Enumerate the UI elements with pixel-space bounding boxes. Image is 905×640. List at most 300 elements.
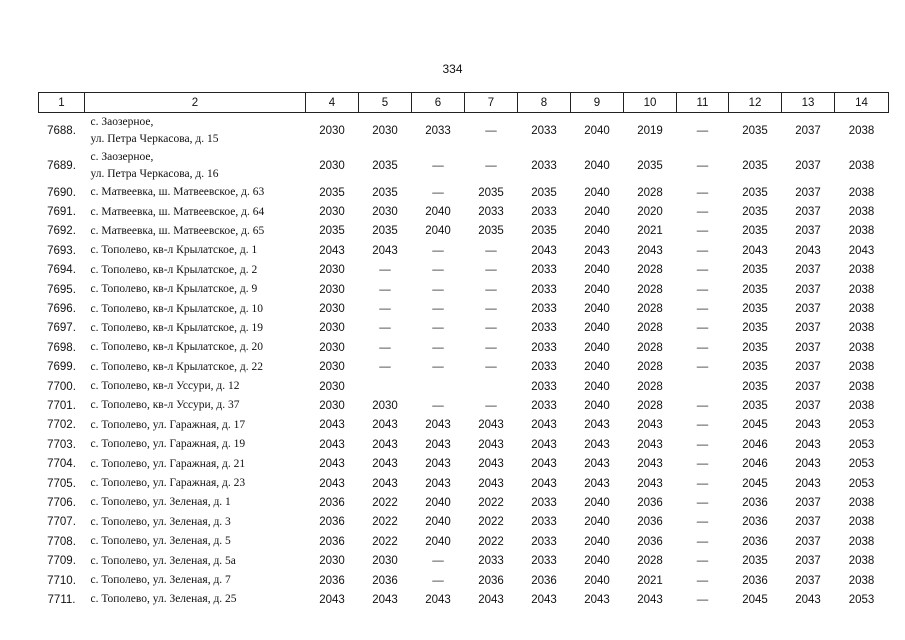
year-cell: 2038 (848, 264, 875, 277)
year-cell: 2043 (372, 419, 398, 432)
year-cell: 2038 (848, 496, 875, 509)
year-cell: 2037 (795, 574, 821, 587)
year-cell: 2037 (795, 361, 821, 374)
year-cell: 2043 (372, 477, 398, 490)
year-cell: — (379, 283, 391, 296)
year-cell: 2022 (372, 516, 398, 529)
year-cell: — (696, 438, 709, 451)
year-cell: 2038 (848, 399, 875, 412)
year-cell: 2040 (584, 535, 610, 548)
year-cell: — (696, 399, 709, 412)
year-cell: 2035 (531, 225, 557, 238)
year-cell: 2033 (531, 516, 557, 529)
year-cell: 2040 (584, 206, 610, 219)
year-cell: 2020 (637, 206, 663, 219)
year-cell: — (696, 458, 709, 471)
year-cell: — (485, 322, 497, 335)
year-cell: 2043 (795, 244, 821, 257)
year-cell: 2036 (531, 574, 557, 587)
table-row (39, 299, 889, 318)
year-cell: 2022 (372, 535, 398, 548)
year-cell: 2028 (637, 186, 663, 199)
year-cell: 2033 (478, 555, 504, 568)
year-cell: — (432, 186, 444, 199)
table-row (39, 113, 889, 149)
year-cell: — (696, 244, 709, 257)
year-cell: 2040 (584, 380, 610, 393)
year-cell: 2043 (425, 593, 451, 606)
address-line: с. Тополево, ул. Зеленая, д. 25 (90, 593, 237, 606)
address-line: с. Тополево, ул. Зеленая, д. 1 (90, 496, 231, 509)
address-cell (85, 358, 306, 377)
address-cell (85, 532, 306, 551)
year-cell: 2033 (531, 206, 557, 219)
year-cell: 2040 (584, 124, 610, 137)
year-cell: 2028 (637, 264, 663, 277)
year-cell: 2043 (319, 593, 345, 606)
year-cell: 2043 (531, 438, 557, 451)
year-cell: 2030 (319, 124, 345, 137)
year-cell: 2053 (848, 477, 875, 490)
year-cell: 2033 (531, 264, 557, 277)
register-table (38, 92, 889, 610)
address-line: с. Тополево, кв-л Уссури, д. 12 (90, 380, 240, 393)
year-cell: 2022 (478, 516, 504, 529)
year-cell: 2043 (584, 438, 610, 451)
year-cell: 2040 (584, 516, 610, 529)
year-cell: 2043 (319, 438, 345, 451)
year-cell: 2037 (795, 341, 821, 354)
address-cell (85, 474, 306, 493)
year-cell: 2043 (319, 458, 345, 471)
row-number: 7691. (47, 206, 76, 219)
year-cell: 2043 (531, 477, 557, 490)
address-cell (85, 493, 306, 512)
year-cell: 2038 (848, 225, 875, 238)
year-cell: 2043 (795, 438, 821, 451)
year-cell: — (432, 283, 444, 296)
year-cell: — (379, 303, 391, 316)
row-number: 7709. (47, 555, 76, 568)
year-cell: 2035 (637, 159, 663, 172)
address-line: с. Тополево, ул. Зеленая, д. 3 (90, 515, 231, 528)
address-cell (85, 416, 306, 435)
address-line: с. Тополево, кв-л Крылатское, д. 1 (90, 244, 258, 257)
address-cell (85, 241, 306, 260)
year-cell: 2033 (531, 361, 557, 374)
year-cell: 2040 (584, 283, 610, 296)
year-cell: — (432, 303, 444, 316)
year-cell: 2036 (637, 535, 663, 548)
address-line: с. Тополево, ул. Гаражная, д. 17 (90, 418, 246, 431)
year-cell: — (696, 225, 709, 238)
year-cell: 2037 (795, 399, 821, 412)
year-cell: 2030 (372, 555, 398, 568)
year-cell: 2036 (742, 516, 768, 529)
year-cell: 2035 (742, 341, 768, 354)
year-cell: 2028 (637, 283, 663, 296)
address-cell (85, 551, 306, 570)
table-row (39, 358, 889, 377)
year-cell: 2043 (637, 244, 663, 257)
row-number: 7698. (47, 341, 76, 354)
year-cell: 2022 (478, 535, 504, 548)
table-row (39, 377, 889, 396)
year-cell: — (485, 264, 497, 277)
year-cell: — (432, 322, 444, 335)
year-cell: 2053 (848, 593, 875, 606)
table-row (39, 551, 889, 570)
address-cell (85, 280, 306, 299)
year-cell: 2043 (531, 458, 557, 471)
header-row (39, 93, 889, 113)
year-cell: — (485, 399, 497, 412)
year-cell: 2038 (848, 555, 875, 568)
column-header: 14 (835, 93, 889, 113)
year-cell: 2043 (319, 477, 345, 490)
year-cell: 2030 (319, 322, 345, 335)
year-cell: 2043 (531, 593, 557, 606)
year-cell: 2046 (742, 438, 768, 451)
year-cell: 2043 (319, 244, 345, 257)
year-cell: — (696, 419, 709, 432)
year-cell: 2043 (637, 593, 663, 606)
year-cell: 2040 (425, 206, 451, 219)
table-row (39, 454, 889, 473)
year-cell: 2035 (742, 361, 768, 374)
year-cell: 2046 (742, 458, 768, 471)
table-row (39, 416, 889, 435)
year-cell: — (485, 303, 497, 316)
year-cell: 2037 (795, 322, 821, 335)
table-row (39, 493, 889, 512)
year-cell: 2033 (531, 399, 557, 412)
column-header: 4 (306, 93, 359, 113)
year-cell: 2036 (319, 516, 345, 529)
year-cell: 2040 (584, 186, 610, 199)
year-cell: 2038 (848, 124, 875, 137)
year-cell: — (485, 244, 497, 257)
address-cell (85, 396, 306, 415)
column-header: 2 (85, 93, 306, 113)
year-cell: — (432, 574, 444, 587)
year-cell: 2053 (848, 419, 875, 432)
year-cell: 2038 (848, 303, 875, 316)
year-cell: 2019 (637, 124, 663, 137)
year-cell: 2043 (372, 244, 398, 257)
year-cell: 2036 (742, 535, 768, 548)
column-header: 10 (624, 93, 677, 113)
address-line: с. Тополево, ул. Зеленая, д. 7 (90, 574, 231, 586)
year-cell: 2030 (319, 399, 345, 412)
row-number: 7700. (47, 380, 76, 393)
table-row (39, 474, 889, 493)
year-cell: 2043 (584, 244, 610, 257)
year-cell: — (696, 341, 709, 354)
year-cell: 2030 (372, 124, 398, 137)
address-line: с. Тополево, кв-л Крылатское, д. 19 (90, 321, 263, 334)
year-cell: 2033 (531, 283, 557, 296)
year-cell: 2036 (637, 516, 663, 529)
year-cell: 2035 (742, 399, 768, 412)
table-row (39, 532, 889, 551)
address-line: с. Тополево, кв-л Крылатское, д. 9 (90, 283, 258, 296)
year-cell: — (696, 264, 709, 277)
year-cell: 2037 (795, 206, 821, 219)
year-cell: 2033 (531, 380, 557, 393)
address-cell (85, 590, 306, 609)
year-cell: 2035 (742, 186, 768, 199)
year-cell: 2028 (637, 341, 663, 354)
year-cell: 2037 (795, 225, 821, 238)
year-cell: 2033 (531, 322, 557, 335)
address-line: с. Матвеевка, ш. Матвеевское, д. 65 (90, 224, 265, 237)
address-line: с. Матвеевка, ш. Матвеевское, д. 64 (90, 205, 265, 218)
year-cell: 2030 (319, 206, 345, 219)
address-line: с. Тополево, кв-л Уссури, д. 37 (90, 399, 240, 412)
year-cell: 2028 (637, 322, 663, 335)
year-cell: 2037 (795, 264, 821, 277)
row-number: 7695. (47, 283, 76, 296)
year-cell: — (696, 303, 709, 316)
year-cell: 2036 (478, 574, 504, 587)
year-cell: 2035 (742, 322, 768, 335)
year-cell: — (696, 593, 709, 606)
year-cell: 2040 (584, 341, 610, 354)
year-cell: 2021 (637, 574, 663, 587)
year-cell: 2035 (372, 159, 398, 172)
year-cell (359, 377, 412, 396)
year-cell: — (485, 283, 497, 296)
year-cell: 2040 (584, 555, 610, 568)
table-row (39, 280, 889, 299)
year-cell: 2035 (742, 264, 768, 277)
table-row (39, 222, 889, 241)
year-cell: 2043 (425, 438, 451, 451)
year-cell: 2043 (531, 244, 557, 257)
year-cell: 2040 (584, 159, 610, 172)
table-row (39, 338, 889, 357)
year-cell: 2030 (319, 264, 345, 277)
year-cell: 2037 (795, 535, 821, 548)
table-body (39, 113, 889, 610)
table-row (39, 396, 889, 415)
address-line: с. Тополево, кв-л Крылатское, д. 2 (90, 263, 258, 276)
year-cell: 2043 (425, 419, 451, 432)
year-cell: — (696, 516, 709, 529)
year-cell: 2030 (319, 159, 345, 172)
address-line: с. Матвеевка, ш. Матвеевское, д. 63 (90, 186, 265, 199)
year-cell: 2035 (478, 186, 504, 199)
year-cell: — (696, 283, 709, 296)
row-number: 7706. (47, 496, 76, 509)
year-cell: 2035 (319, 225, 345, 238)
year-cell: 2030 (319, 555, 345, 568)
year-cell: — (696, 322, 709, 335)
year-cell: 2053 (848, 458, 875, 471)
year-cell: 2028 (637, 303, 663, 316)
year-cell: — (379, 322, 391, 335)
year-cell: 2043 (848, 244, 875, 257)
year-cell: 2040 (584, 264, 610, 277)
column-header: 5 (359, 93, 412, 113)
year-cell: — (696, 159, 709, 172)
table-row (39, 513, 889, 532)
table-row (39, 319, 889, 338)
year-cell: — (432, 341, 444, 354)
address-cell (85, 261, 306, 280)
year-cell: 2043 (637, 458, 663, 471)
row-number: 7688. (47, 124, 76, 137)
year-cell (677, 377, 729, 396)
year-cell: — (485, 361, 497, 374)
year-cell: 2030 (319, 303, 345, 316)
year-cell: 2043 (425, 477, 451, 490)
year-cell: 2043 (637, 477, 663, 490)
year-cell: — (696, 477, 709, 490)
year-cell: 2043 (425, 458, 451, 471)
address-cell (85, 435, 306, 454)
year-cell: 2040 (584, 496, 610, 509)
year-cell: — (696, 186, 709, 199)
year-cell: 2040 (584, 574, 610, 587)
year-cell: 2035 (742, 303, 768, 316)
year-cell (465, 377, 518, 396)
year-cell: 2040 (584, 361, 610, 374)
address-line: с. Тополево, ул. Зеленая, д. 5 (90, 535, 231, 548)
year-cell: 2040 (584, 399, 610, 412)
year-cell: 2053 (848, 438, 875, 451)
table-row (39, 183, 889, 202)
year-cell: — (432, 264, 444, 277)
year-cell: 2037 (795, 555, 821, 568)
address-cell (85, 183, 306, 202)
year-cell: 2033 (531, 555, 557, 568)
year-cell: — (379, 361, 391, 374)
year-cell: 2030 (319, 361, 345, 374)
year-cell: 2043 (637, 438, 663, 451)
year-cell: 2033 (531, 341, 557, 354)
year-cell: 2038 (848, 361, 875, 374)
row-number: 7704. (47, 458, 76, 471)
year-cell: 2043 (795, 477, 821, 490)
year-cell: 2021 (637, 225, 663, 238)
address-cell (85, 148, 306, 183)
year-cell: 2028 (637, 361, 663, 374)
year-cell: 2038 (848, 341, 875, 354)
year-cell: 2035 (742, 159, 768, 172)
year-cell: 2033 (478, 206, 504, 219)
year-cell: 2043 (795, 458, 821, 471)
year-cell: — (485, 159, 497, 172)
year-cell: — (485, 341, 497, 354)
row-number: 7693. (47, 244, 76, 257)
year-cell: 2040 (425, 535, 451, 548)
year-cell: 2038 (848, 283, 875, 296)
year-cell: 2045 (742, 593, 768, 606)
year-cell: 2033 (531, 535, 557, 548)
address-line: с. Тополево, кв-л Крылатское, д. 20 (90, 341, 263, 354)
address-line: ул. Петра Черкасова, д. 15 (90, 132, 219, 145)
year-cell: 2030 (319, 283, 345, 296)
year-cell: 2033 (531, 124, 557, 137)
year-cell: — (432, 361, 444, 374)
table-row (39, 241, 889, 260)
year-cell: 2035 (372, 186, 398, 199)
year-cell: 2038 (848, 206, 875, 219)
year-cell: 2022 (478, 496, 504, 509)
table-row (39, 202, 889, 221)
year-cell: 2035 (319, 186, 345, 199)
address-cell (85, 454, 306, 473)
column-header: 9 (571, 93, 624, 113)
address-line: с. Тополево, кв-л Крылатское, д. 22 (90, 360, 263, 373)
year-cell: 2043 (478, 419, 504, 432)
year-cell: 2037 (795, 303, 821, 316)
address-cell (85, 299, 306, 318)
year-cell: — (696, 496, 709, 509)
row-number: 7699. (47, 361, 76, 374)
year-cell: 2035 (742, 206, 768, 219)
year-cell: 2036 (742, 574, 768, 587)
table-row (39, 590, 889, 609)
year-cell: 2043 (584, 419, 610, 432)
year-cell: 2043 (742, 244, 768, 257)
year-cell: — (696, 361, 709, 374)
address-cell (85, 202, 306, 221)
column-header: 8 (518, 93, 571, 113)
table-row (39, 261, 889, 280)
year-cell: 2045 (742, 477, 768, 490)
row-number: 7705. (47, 477, 76, 490)
year-cell: — (432, 244, 444, 257)
year-cell: 2037 (795, 516, 821, 529)
year-cell: 2036 (319, 535, 345, 548)
address-cell (85, 513, 306, 532)
row-number: 7690. (47, 186, 76, 199)
year-cell: 2035 (742, 225, 768, 238)
address-cell (85, 571, 306, 590)
row-number: 7692. (47, 225, 76, 238)
address-line: с. Тополево, ул. Гаражная, д. 19 (90, 438, 246, 451)
year-cell: 2035 (742, 283, 768, 296)
table-row (39, 571, 889, 590)
year-cell: 2035 (531, 186, 557, 199)
year-cell: 2035 (742, 555, 768, 568)
year-cell: 2033 (425, 124, 451, 137)
year-cell: 2037 (795, 159, 821, 172)
year-cell: 2033 (531, 496, 557, 509)
table-header (39, 93, 889, 113)
year-cell: 2028 (637, 399, 663, 412)
year-cell: — (432, 159, 444, 172)
row-number: 7711. (47, 593, 76, 606)
page-number: 334 (442, 62, 463, 76)
year-cell: 2036 (742, 496, 768, 509)
year-cell: 2043 (795, 593, 821, 606)
row-number: 7701. (47, 399, 76, 412)
year-cell: 2040 (584, 322, 610, 335)
year-cell: 2038 (848, 574, 875, 587)
year-cell: 2040 (584, 303, 610, 316)
address-cell (85, 319, 306, 338)
row-number: 7689. (47, 159, 76, 172)
table-row (39, 148, 889, 183)
column-header: 7 (465, 93, 518, 113)
column-header: 6 (412, 93, 465, 113)
year-cell: 2028 (637, 380, 663, 393)
year-cell: 2035 (742, 380, 768, 393)
